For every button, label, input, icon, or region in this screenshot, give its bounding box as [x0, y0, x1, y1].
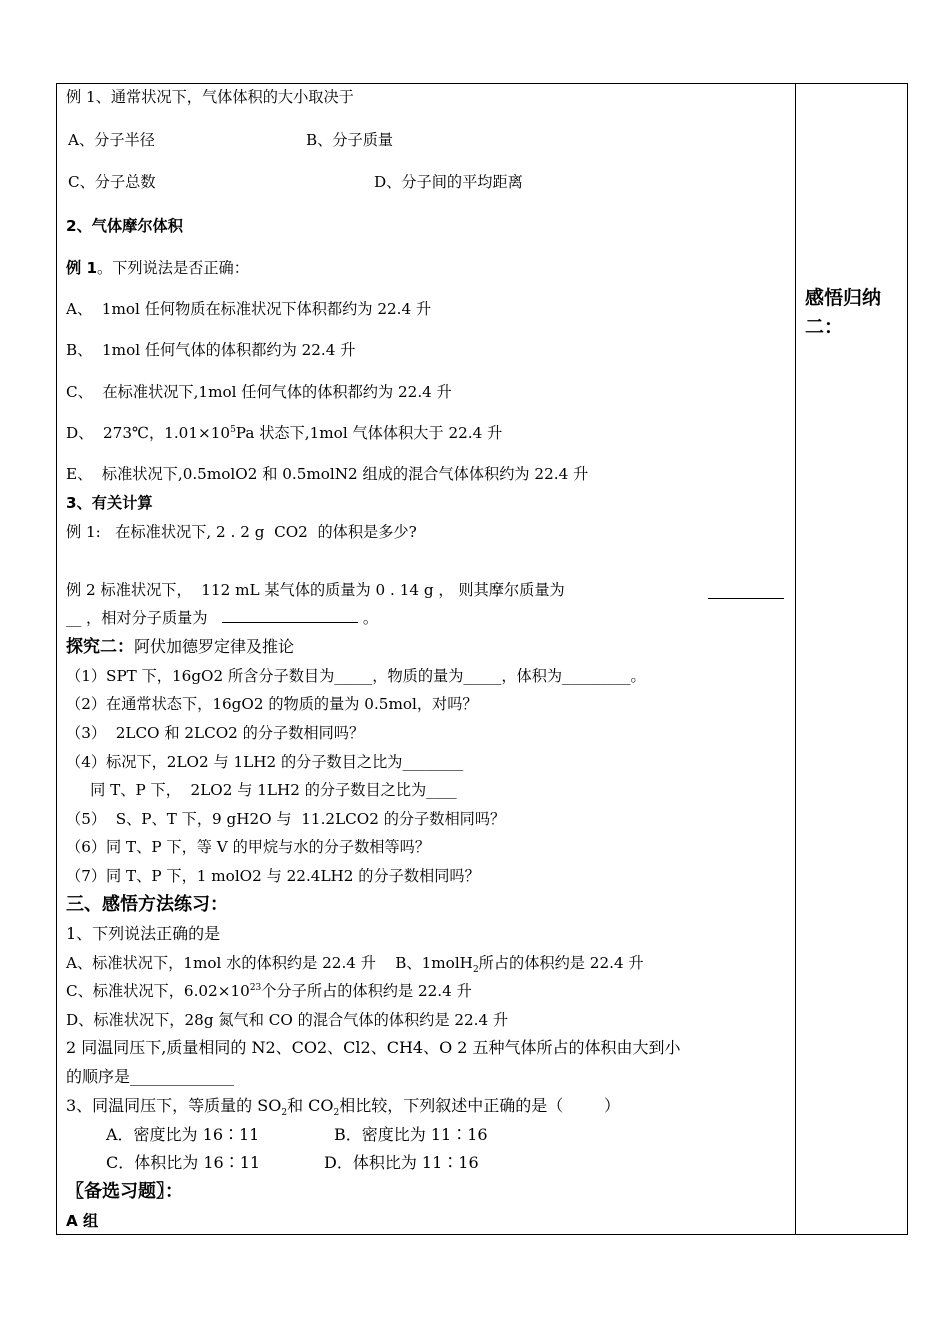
explore-q5: （5） S、P、T 下，9 gH2O 与 11.2LCO2 的分子数相同吗？	[66, 810, 506, 828]
extra-group-a: A 组	[66, 1212, 99, 1230]
explore-q6: （6）同 T、P 下，等 V 的甲烷与水的分子数相等吗？	[66, 838, 431, 856]
practice-q3-sub-so2: 2	[281, 1108, 288, 1119]
practice-q1-c-post: 个分子所占的体积约是 22.4 升	[261, 982, 472, 1000]
practice-q1-ab	[66, 953, 644, 976]
molar-example	[66, 258, 249, 278]
practice-q3-option-c: C．体积比为 16∶11	[106, 1153, 261, 1172]
side-note: 感悟归纳二：	[805, 287, 882, 338]
heading-extra: 〖备选习题〗：	[66, 1181, 183, 1202]
explore-q7: （7）同 T、P 下，1 molO2 与 22.4LH2 的分子数相同吗？	[66, 867, 480, 885]
heading-calc: 3、有关计算	[66, 494, 153, 512]
answer-blank-molar-mass	[708, 584, 784, 599]
explore-q1: （1）SPT 下，16gO2 所含分子数目为_____，物质的量为_____，体积为_________。	[66, 667, 646, 685]
practice-q3-option-b: B．密度比为 11∶16	[334, 1125, 488, 1144]
calc-example-1: 例 1: 在标准状况下, 2 . 2 g CO2 的体积是多少?	[66, 523, 417, 541]
practice-q1-d: D、标准状况下，28g 氮气和 CO 的混合气体的体积约是 22.4 升	[66, 1011, 509, 1029]
molar-item-a: A、 1mol 任何物质在标准状况下体积都约为 22.4 升	[66, 300, 432, 318]
practice-q3	[66, 1096, 620, 1119]
molar-example-label: 例 1	[66, 259, 98, 277]
calc-example-2-cont	[66, 608, 378, 628]
practice-q2: 2 同温同压下,质量相同的 N2、CO2、Cl2、CH4、O 2 五种气体所占的体积由大到小	[66, 1038, 681, 1057]
explore-q2: （2）在通常状态下，16gO2 的物质的量为 0.5mol，对吗？	[66, 695, 478, 713]
explore-q3: （3） 2LCO 和 2LCO2 的分子数相同吗？	[66, 724, 365, 742]
molar-item-d-post: Pa 状态下,1mol 气体体积大于 22.4 升	[235, 424, 503, 442]
calc-example-2: 例 2 标准状况下， 112 mL 某气体的质量为 0 . 14 g ， 则其摩尔质量为	[66, 581, 565, 599]
practice-q2-cont: 的顺序是_____________	[66, 1067, 235, 1086]
heading-explore	[66, 637, 294, 657]
option-d: D、分子间的平均距离	[374, 173, 523, 191]
practice-q1-c-sup: 23	[249, 982, 262, 993]
explore-q4: （4）标况下，2LO2 与 1LH2 的分子数目之比为________	[66, 753, 464, 771]
option-a: A、分子半径	[68, 131, 155, 149]
molar-item-e: E、 标准状况下,0.5molO2 和 0.5molN2 组成的混合气体体积约为 22.4 升	[66, 465, 589, 483]
worksheet-table	[56, 83, 908, 1235]
practice-q3-post: 相比较，下列叙述中正确的是（ ）	[339, 1096, 620, 1115]
calc-example-2-post: 。	[358, 609, 379, 627]
practice-q3-option-a: A．密度比为 16∶11	[106, 1125, 260, 1144]
practice-q1-a-pre: A、标准状况下，1mol 水的体积约是 22.4 升 B、1molH	[66, 954, 473, 972]
heading-molar-volume: 2、气体摩尔体积	[66, 217, 183, 235]
practice-q3-option-d: D．体积比为 11∶16	[324, 1153, 479, 1172]
practice-q1-a-sub: 2	[472, 965, 479, 976]
practice-q1-c	[66, 981, 472, 1001]
molar-item-b: B、 1mol 任何气体的体积都约为 22.4 升	[66, 341, 356, 359]
explore-heading-rest: 阿伏加德罗定律及推论	[134, 637, 295, 656]
molar-item-d-sup: 5	[230, 424, 236, 435]
practice-q1: 1、下列说法正确的是	[66, 924, 221, 943]
practice-q3-mid: 和 CO	[287, 1096, 334, 1115]
practice-q1-a-post: 所占的体积约是 22.4 升	[478, 954, 644, 972]
explore-q4b: 同 T、P 下， 2LO2 与 1LH2 的分子数目之比为____	[66, 781, 457, 799]
molar-item-d	[66, 423, 502, 443]
molar-item-c: C、 在标准状况下,1mol 任何气体的体积都约为 22.4 升	[66, 383, 452, 401]
calc-example-2-pre: __ ，相对分子质量为	[66, 609, 208, 627]
practice-q1-c-pre: C、标准状况下，6.02×10	[66, 982, 250, 1000]
practice-q3-pre: 3、同温同压下，等质量的 SO	[66, 1096, 282, 1115]
example-gas-volume: 例 1、通常状况下，气体体积的大小取决于	[66, 88, 354, 106]
option-b: B、分子质量	[306, 131, 394, 149]
answer-blank-relative-mass	[222, 608, 358, 623]
practice-q3-sub-co2: 2	[333, 1108, 340, 1119]
column-divider	[795, 83, 796, 1235]
molar-item-d-pre: D、 273℃，1.01×10	[66, 424, 231, 442]
option-c: C、分子总数	[68, 173, 156, 191]
molar-example-text: 。下列说法是否正确：	[97, 259, 249, 277]
explore-heading-bold: 探究二：	[66, 637, 134, 657]
heading-practice: 三、感悟方法练习：	[66, 894, 228, 915]
